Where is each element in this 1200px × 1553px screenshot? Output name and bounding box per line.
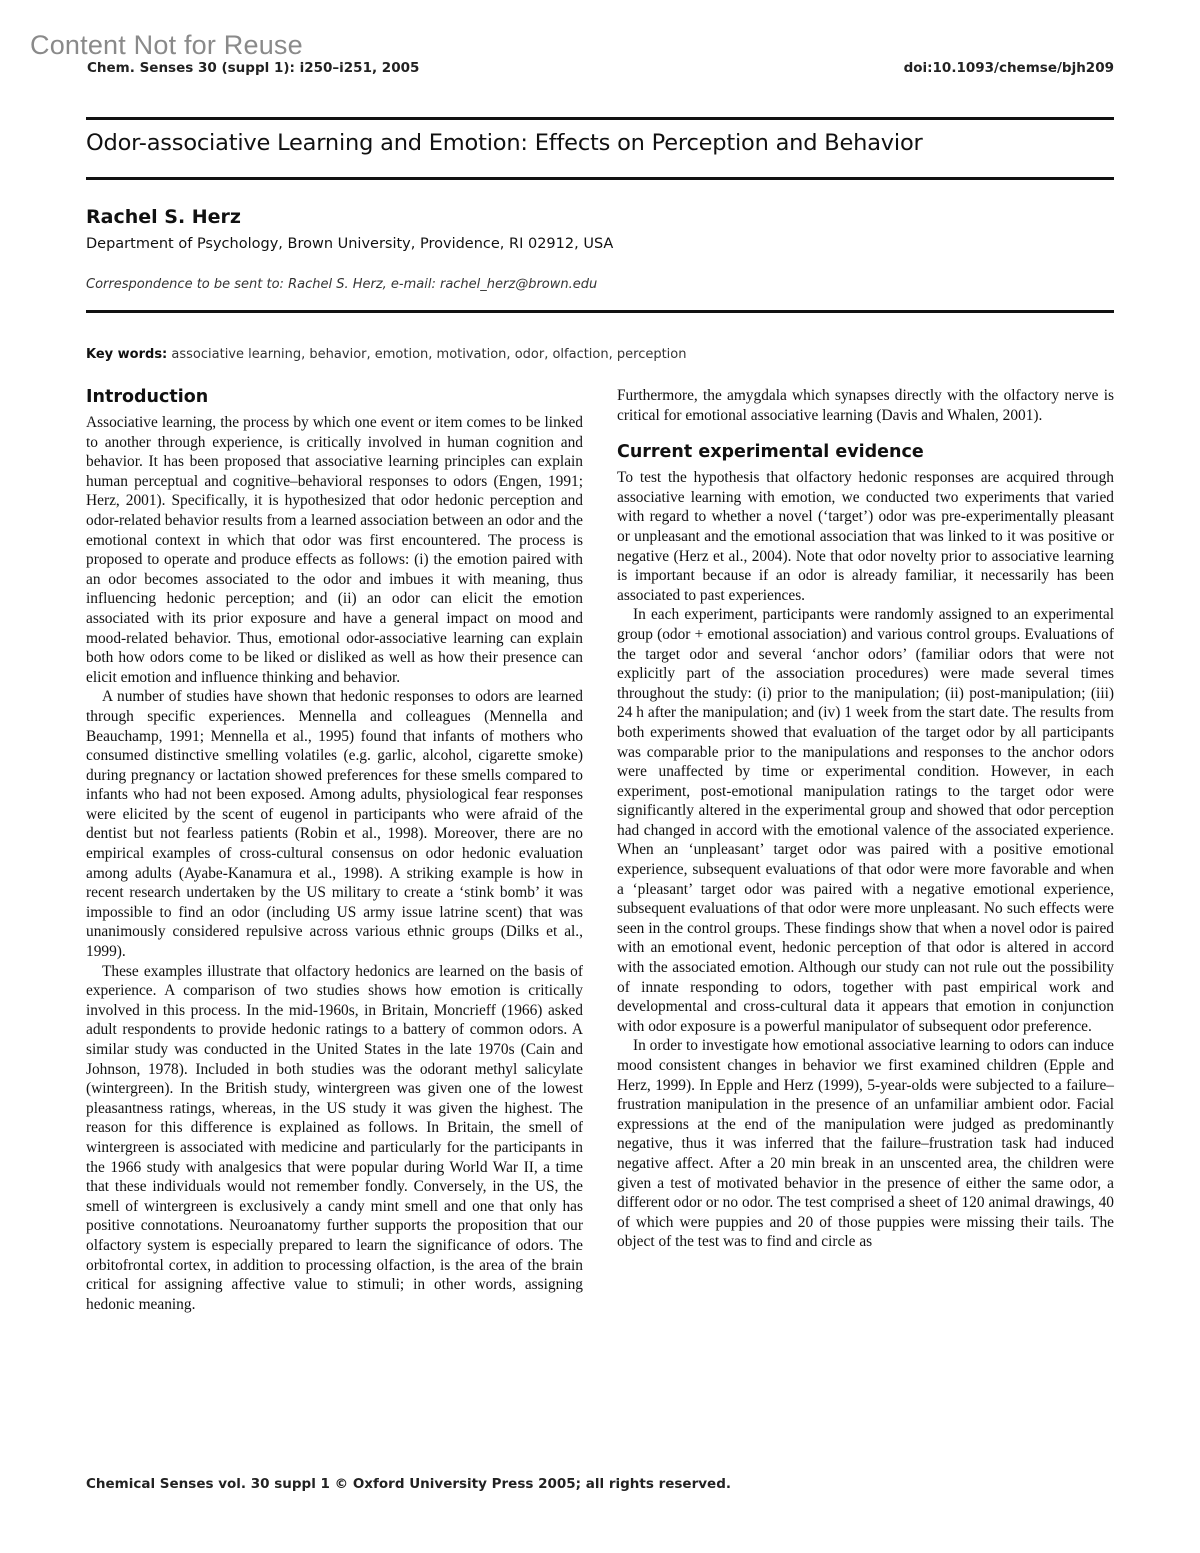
keywords xyxy=(86,347,687,362)
right-column xyxy=(617,386,1114,1252)
article-title: Odor-associative Learning and Emotion: Effects on Perception and Behavior xyxy=(86,130,923,156)
left-column xyxy=(86,386,583,1314)
keywords-text: associative learning, behavior, emotion, motivation, odor, olfaction, perception xyxy=(171,347,687,362)
evidence-paragraph-2: In each experiment, participants were randomly assigned to an experimental group (odor + emotional association) and various control groups. Evaluations of the target odor and several ‘anchor odors’ (familiar odors that were not explicitly part of the association procedures) were made several times throughout the study: (i) prior to the manipulation; (ii) post-manipulation; (iii) 24 h after the manipulation; and (iv) 1 week from the start date. The results from both experiments showed that evaluation of the target odor by all participants was comparable prior to the manipulations and responses to the anchor odors were unaffected by time or experimental condition. However, in each experiment, post-emotional manipulation ratings to the target odor were significantly altered in the experimental group and showed that odor perception had changed in accord with the emotional valence of the associated experience. When an ‘unpleasant’ target odor was paired with a positive emotional experience, subsequent evaluations of that odor were more favorable and when a ‘pleasant’ target odor was paired with a negative emotional experience, subsequent evaluations of that odor were more unpleasant. No such effects were seen in the control groups. These findings show that when a novel odor is paired with an emotional event, hedonic perception of that odor is altered in accord with the associated emotion. Although our study can not rule out the possibility of innate responding to odors, together with past empirical work and developmental and cross-cultural data it appears that emotion in conjunction with odor exposure is a powerful manipulator of subsequent odor preference. xyxy=(617,606,1114,1035)
title-top-rule xyxy=(86,117,1114,120)
header-bottom-rule xyxy=(86,310,1114,313)
section-heading-current-evidence: Current experimental evidence xyxy=(617,442,924,463)
title-bottom-rule xyxy=(86,177,1114,180)
section-heading-introduction: Introduction xyxy=(86,387,209,407)
keywords-label: Key words: xyxy=(86,347,168,362)
intro-paragraph-2: A number of studies have shown that hedonic responses to odors are learned through specific experiences. Mennella and colleagues (Mennella and Beauchamp, 1991; Mennella et al., 1995) found that infants of mothers who consumed distinctive smelling volatiles (e.g. garlic, alcohol, cigarette smoke) during pregnancy or lactation showed preferences for these smells compared to infants who had not been exposed. Among adults, physiological fear responses were elicited by the scent of eugenol in participants who were afraid of the dentist but not fearless patients (Robin et al., 1998). Moreover, there are no empirical examples of cross-cultural consensus on odor hedonic evaluation among adults (Ayabe-Kanamura et al., 1998). A striking example is how in recent research undertaken by the US military to create a ‘stink bomb’ it was impossible to find an odor (including US army issue latrine scent) that was unanimously considered repulsive across various ethnic groups (Dilks et al., 1999). xyxy=(86,688,583,961)
evidence-paragraph-1: To test the hypothesis that olfactory hedonic responses are acquired through associative learning with emotion, we conducted two experiments that varied with regard to whether a novel (‘target’) odor was pre-experimentally pleasant or unpleasant and the emotional association that was linked to it was positive or negative (Herz et al., 2004). Note that odor novelty prior to associative learning is important because if an odor is already familiar, it necessarily has been associated to past experiences. xyxy=(617,469,1114,604)
intro-paragraph-3: These examples illustrate that olfactory hedonics are learned on the basis of experience. A comparison of two studies shows how emotion is critically involved in this process. In the mid-1960s, in Britain, Moncrieff (1966) asked adult respondents to provide hedonic ratings to a battery of common odors. A similar study was conducted in the United States in the late 1970s (Cain and Johnson, 1978). Included in both studies was the odorant methyl salicylate (wintergreen). In the British study, wintergreen was given one of the lowest pleasantness ratings, whereas, in the US study it was given the highest. The reason for this difference is explained as follows. In Britain, the smell of wintergreen is associated with medicine and particularly for the participants in the 1966 study with analgesics that were popular during World War II, a time that these individuals would not remember fondly. Conversely, in the US, the smell of wintergreen is exclusively a candy mint smell and one that only has positive connotations. Neuroanatomy further supports the proposition that our olfactory system is especially prepared to learn the significance of odors. The orbitofrontal cortex, in addition to processing olfaction, is the area of the brain critical for assigning affective value to stimuli; in other words, assigning hedonic meaning. xyxy=(86,962,583,1313)
evidence-paragraph-3: In order to investigate how emotional associative learning to odors can induce mood consistent changes in behavior we first examined children (Epple and Herz, 1999). In Epple and Herz (1999), 5-year-olds were subjected to a failure–frustration manipulation in the presence of an unfamiliar ambient odor. Facial expressions at the end of the manipulation were judged as predominantly negative, thus it was inferred that the failure–frustration task had induced negative affect. After a 20 min break in an unscented area, the children were given a test of motivated behavior in the presence of either the same odor, a different odor or no odor. The test comprised a sheet of 120 animal drawings, 40 of which were puppies and 20 of those puppies were missing their tails. The object of the test was to find and circle as xyxy=(617,1037,1114,1251)
journal-citation: Chem. Senses 30 (suppl 1): i250–i251, 2005 xyxy=(87,60,420,76)
intro-paragraph-1: Associative learning, the process by which one event or item comes to be linked to another through experience, is critically involved in human cognition and behavior. It has been proposed that associative learning principles can explain human perceptual and cognitive–behavioral responses to odors (Engen, 1991; Herz, 2001). Specifically, it is hypothesized that odor hedonic perception and odor-related behavior results from a learned association between an odor and the emotional context in which that odor was first encountered. The process is proposed to operate and produce effects as follows: (i) the emotion paired with an odor becomes associated to the odor and imbues it with meaning, thus influencing hedonic perception; and (ii) an odor can elicit the emotion associated with its prior exposure and have a general impact on mood and mood-related behavior. Thus, emotional odor-associative learning can explain both how odors come to be liked or disliked as well as how their presence can elicit emotion and influence thinking and behavior. xyxy=(86,414,583,686)
author-affiliation: Department of Psychology, Brown University, Providence, RI 02912, USA xyxy=(86,236,614,252)
intro-paragraph-continuation: Furthermore, the amygdala which synapses directly with the olfactory nerve is critical for emotional associative learning (Davis and Whalen, 2001). xyxy=(617,387,1114,424)
page-footer: Chemical Senses vol. 30 suppl 1 © Oxford University Press 2005; all rights reserved. xyxy=(86,1476,731,1492)
correspondence-note: Correspondence to be sent to: Rachel S. Herz, e-mail: rachel_herz@brown.edu xyxy=(86,277,598,292)
watermark-text: Content Not for Reuse xyxy=(30,30,303,60)
author-name: Rachel S. Herz xyxy=(86,206,241,228)
doi-link[interactable]: doi:10.1093/chemse/bjh209 xyxy=(903,60,1114,76)
